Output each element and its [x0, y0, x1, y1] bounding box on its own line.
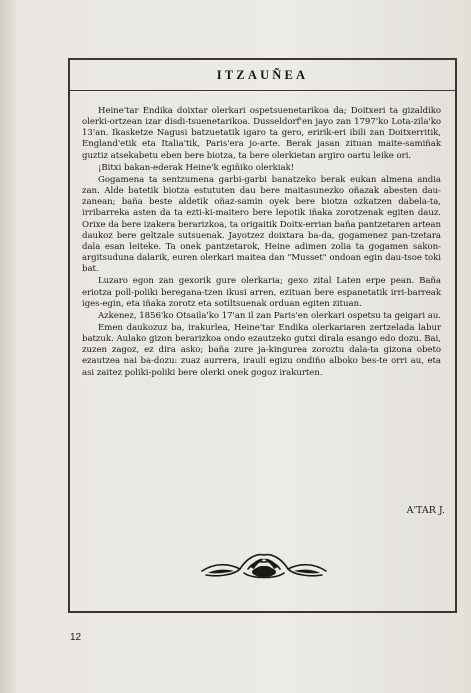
- text-frame: [68, 58, 457, 613]
- paragraph: Heine'tar Endika doixtar olerkari ospetsuenetarikoa da; Doitxeri ta gizaldiko olerki-ortzean izar disdi-tsuenetarikoa. Dusseldorf'en jayo zan 1797'ko Lota-zila'ko 13'an. Ikasketze Nagusi batzuetatik igaro ta gero, eririk-eri ibili zan Doitxerritik, England'etik eta Italia'tik, Paris'era jo-arte. Berak jasan zituan maite-samiñak guztiz atsekabetu eben bere biotza, ta bere olerkietan argiro oartu leike ori.: [82, 106, 441, 161]
- paragraph: Luzaro egon zan gexorik gure olerkaria; gexo zital Laten erpe pean. Baña eriotza poll-poliki beregana-tzen ikusi arren, ezituan bere espanetatik irri-barreak iges-egin, eta iñaka zorotz eta sotiltsuenak orduan egiten zituan.: [82, 276, 441, 309]
- signature: A'TAR J.: [406, 505, 445, 516]
- paragraph: Emen daukozuz ba, irakurlea, Heine'tar Endika olerkariaren zertzelada labur batzuk. Aulako gizon berarizkoa ondo ezautzeko gutxi dirala esango edo dozu. Bai, zuzen zagoz, ez dira asko; baña zure ja-kingurea zoroztu dala-ta gizona obeto ezautzea nai ba-dozu: zuaz aurrera, irauli egizu ondiño alboko bes-te orri au, eta asi zaitez poliki-poliki bere olerki onek gogoz irakurten.: [82, 322, 441, 378]
- floral-ornament-icon: [194, 545, 334, 585]
- title-band: [70, 60, 455, 91]
- page-title: ITZAUÑEA: [216, 67, 309, 82]
- paragraph: Gogamena ta sentzumena garbi-garbi banatzeko berak eukan almena andia zan. Alde batetik biotza estututen dau bere maitasunezko oñazak abesten dau-zanean; baña beste aldetik oñaz-samin oyek bere biotza ozkatzen dabela-ta, irribarreka asten da ta ezti-ki-maitero bere lepotik iñaka zorotzenak egiten dauz. Orixe da bere izakera berarizkoa, ta origaitik Doitx-errian baña pantzetaren artean daukoz bere geltzale sutsuenak. Jayotzez doixtara ba-da, gogamenez pan-tzetara dala esan leiteke. Ta onek pantzetarok, Heine adimen zolia ta gogamen sakon-argitsuduna dalarik, euren olerkari maitea dan "Musset" ondoan egin dau-tsoe toki bat.: [82, 174, 441, 275]
- paragraph: ¡Bitxi bakan-ederak Heine'k egiñiko olerkiak!: [98, 162, 295, 173]
- paragraph: Azkenez, 1856'ko Otsaila'ko 17'an il zan Paris'en olerkari ospetsu ta geigari au.: [98, 310, 441, 321]
- page-number: 12: [70, 632, 82, 643]
- article-body: [82, 106, 441, 379]
